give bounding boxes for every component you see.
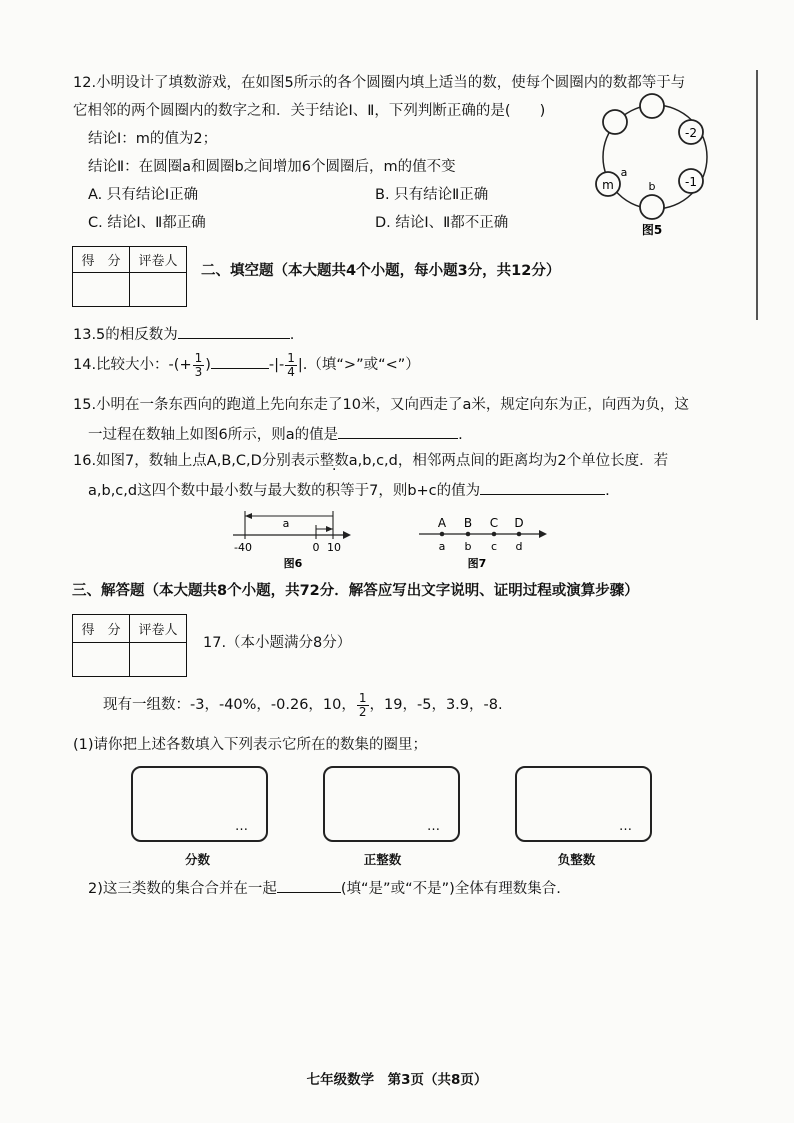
score-cell[interactable]	[73, 273, 130, 307]
fig5-label-m: m	[602, 178, 614, 192]
set-label-fractions: 分数	[184, 852, 210, 867]
q15-line1: 15.小明在一条东西向的跑道上先向东走了10米，又向西走了a米，规定向东为正，向西为负，这	[73, 397, 689, 413]
score-table-2	[72, 614, 187, 677]
fig6-tick-neg40: -40	[234, 541, 252, 554]
set-box-positive-integers[interactable]	[323, 766, 460, 842]
page-footer: 七年级数学 第3页（共8页）	[306, 1072, 488, 1088]
fig7-value-c: c	[490, 540, 498, 553]
q13-answer-blank[interactable]	[178, 322, 290, 339]
fig7-value-a: a	[438, 540, 446, 553]
fig7-point-c	[492, 532, 497, 537]
grader-header: 评卷人	[130, 615, 187, 643]
fig7-point-a	[440, 532, 445, 537]
grader-header: 评卷人	[130, 247, 187, 273]
section3-title: 三、解答题（本大题共8个小题，共72分．解答应写出文字说明、证明过程或演算步骤）	[72, 583, 639, 599]
q17-part1: (1)请你把上述各数填入下列表示它所在的数集的圈里；	[73, 737, 428, 753]
q16-line2-text: a,b,c,d这四个数中最小数与最大数的积等于7，则b+c的值为	[88, 483, 481, 499]
grader-cell[interactable]	[130, 643, 187, 677]
q16-line1-b: a,b,c,d，相邻两点间的距离均为2个单位长度．若	[348, 453, 669, 469]
q14-prefix: 14.比较大小：-(+	[73, 357, 192, 373]
q12-conclusion2: 结论Ⅱ：在圆圈a和圆圈b之间增加6个圆圈后，m的值不变	[88, 159, 456, 175]
fig7-label-D: D	[514, 516, 524, 530]
grader-cell[interactable]	[130, 273, 187, 307]
fig5-circle-bottom	[640, 195, 664, 219]
q12-option-d: D. 结论Ⅰ、Ⅱ都不正确	[375, 215, 509, 231]
fig6-caption: 图6	[283, 557, 303, 570]
q12-line1: 12.小明设计了填数游戏，在如图5所示的各个圆圈内填上适当的数，使每个圆圈内的数都等于与	[73, 75, 686, 91]
q17-numbers-prefix: 现有一组数：-3，-40%，-0.26，10，	[103, 697, 356, 713]
fig7-point-d	[517, 532, 522, 537]
score-cell[interactable]	[73, 643, 130, 677]
fig7-point-b	[466, 532, 471, 537]
q13	[73, 322, 294, 346]
score-table-1	[72, 246, 187, 307]
q17-numbers	[103, 690, 503, 720]
q17-part2-b: (填“是”或“不是”)全体有理数集合.	[340, 881, 561, 897]
fig7-label-A: A	[437, 516, 447, 530]
set-box-dots: …	[427, 819, 440, 834]
q17-fraction: $\frac{1}{2}$	[358, 690, 367, 719]
q12-conclusion1: 结论Ⅰ：m的值为2；	[88, 131, 218, 147]
set-label-positive-integers: 正整数	[363, 852, 402, 867]
q17-part2-answer-blank[interactable]	[277, 876, 341, 893]
q12-option-a: A. 只有结论Ⅰ正确	[88, 187, 199, 203]
q14-mid: )	[205, 357, 211, 373]
q12-line2: 它相邻的两个圆圈内的数字之和．关于结论Ⅰ、Ⅱ，下列判断正确的是( )	[73, 103, 546, 119]
set-box-dots: …	[619, 819, 632, 834]
set-box-fractions[interactable]	[131, 766, 268, 842]
fig7-caption: 图7	[467, 557, 487, 570]
q16-end: .	[605, 483, 610, 499]
q12-option-c: C. 结论Ⅰ、Ⅱ都正确	[88, 215, 206, 231]
set-box-dots: …	[235, 819, 248, 834]
fig5-label-neg2: -2	[685, 126, 697, 140]
q14-fraction-2: $\frac{1}{4}$	[287, 350, 295, 379]
fig5-label-neg1: -1	[685, 175, 697, 189]
q14-fraction-1: $\frac{1}{3}$	[194, 350, 203, 379]
q17-title: 17.（本小题满分8分）	[203, 635, 352, 651]
q16-line2	[88, 478, 610, 502]
fig7-label-C: C	[489, 516, 499, 530]
figure-7-number-line	[415, 512, 550, 570]
set-label-negative-integers: 负整数	[557, 852, 596, 867]
q16-answer-blank[interactable]	[480, 478, 605, 495]
section2-title: 二、填空题（本大题共4个小题，每小题3分，共12分）	[201, 263, 561, 279]
q17-numbers-suffix: ，19，-5，3.9，-8.	[369, 697, 503, 713]
q17-part2-a: 2)这三类数的集合合并在一起	[88, 881, 277, 897]
q13-end: .	[289, 327, 295, 343]
set-box-negative-integers[interactable]	[515, 766, 652, 842]
q14-suffix: |.（填“>”或“<”）	[297, 357, 420, 373]
fig5-circle-top-left	[603, 110, 627, 134]
q15-line2-text: 一过程在数轴上如图6所示，则a的值是	[88, 427, 339, 443]
fig7-value-b: b	[464, 540, 472, 553]
q14-answer-blank[interactable]	[211, 352, 269, 369]
q15-end: .	[458, 427, 463, 443]
q16-emphasis: 整数	[319, 453, 349, 469]
score-header: 得 分	[73, 247, 130, 273]
fig7-value-d: d	[515, 540, 523, 553]
q15-answer-blank[interactable]	[338, 422, 458, 439]
score-header: 得 分	[73, 615, 130, 643]
fig6-label-a: a	[282, 517, 290, 530]
fig5-label-a: a	[620, 166, 628, 179]
fig6-tick-0: 0	[312, 541, 320, 554]
fig7-label-B: B	[463, 516, 473, 530]
q15-line2	[88, 422, 463, 446]
q14	[73, 350, 420, 380]
q14-mid2: -|-	[268, 357, 285, 373]
figure-6-number-line	[225, 505, 355, 570]
fig5-circle-top	[640, 94, 664, 118]
fig6-tick-10: 10	[327, 541, 341, 554]
q16-line1	[73, 450, 668, 472]
binding-edge-line	[756, 70, 758, 320]
figure-5-circles	[590, 92, 720, 237]
q17-part2	[88, 876, 561, 900]
q16-line1-a: 16.如图7，数轴上点A,B,C,D分别表示	[73, 453, 320, 469]
fig5-caption: 图5	[641, 223, 663, 237]
q12-option-b: B. 只有结论Ⅱ正确	[375, 187, 489, 203]
q13-text: 13.5的相反数为	[73, 327, 178, 343]
fig5-label-b: b	[648, 180, 656, 193]
